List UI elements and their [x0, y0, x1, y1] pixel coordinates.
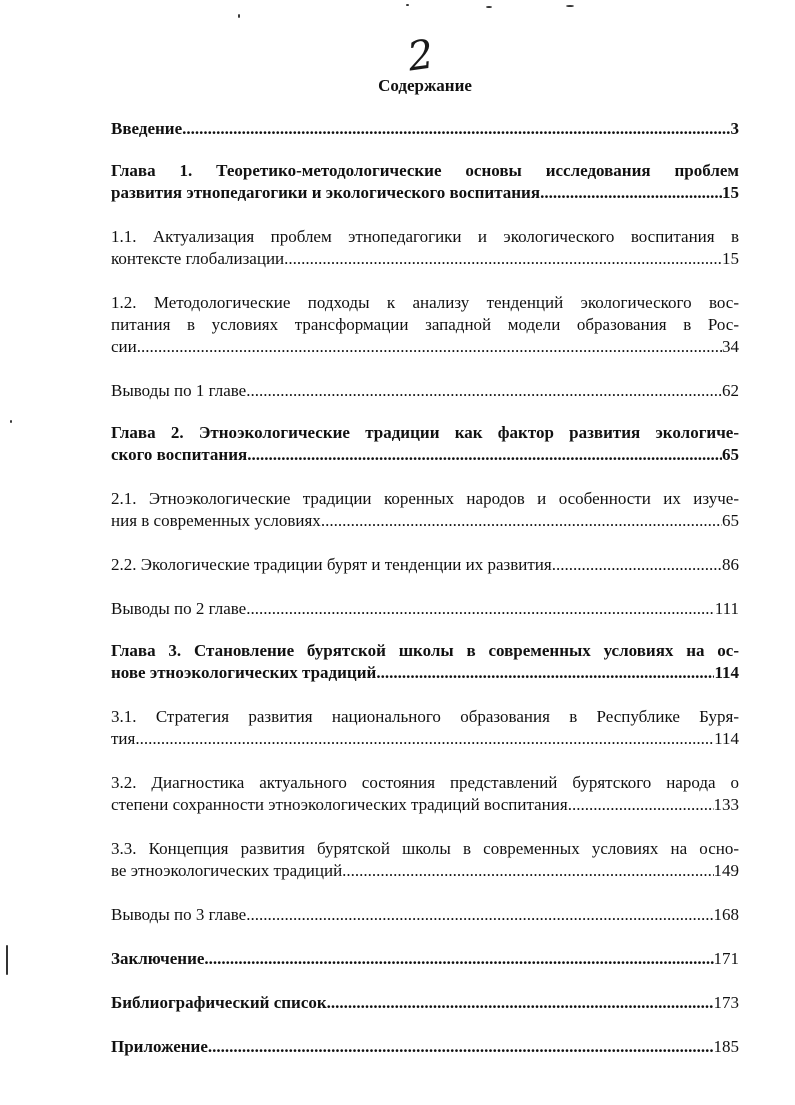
- toc-entry-line: Глава 3. Становление бурятской школы в современных условиях на ос-: [111, 641, 739, 660]
- toc-entry-line: 2.1. Этноэкологические традиции коренных народов и особенности их изуче-: [111, 489, 739, 508]
- toc-leader-dots: [204, 948, 713, 970]
- toc-entry-page: 3: [730, 119, 739, 138]
- toc-entry-section-1-2: [111, 292, 739, 358]
- toc-entry-last-line: [111, 248, 739, 270]
- toc-entry-page: 65: [722, 445, 739, 464]
- toc-entry-last-line: [111, 182, 739, 204]
- toc-leader-dots: [321, 510, 722, 532]
- toc-entry-label: нове этноэкологических традиций: [111, 663, 377, 682]
- toc-entry-page: 149: [713, 861, 739, 880]
- toc-entry-chapter-2: [111, 422, 739, 466]
- toc-entry-page: 114: [714, 729, 739, 748]
- toc-entry-page: 65: [722, 511, 739, 530]
- toc-entry-section-1-1: [111, 226, 739, 270]
- toc-entry-label: степени сохранности этноэкологических традиций воспитания: [111, 795, 568, 814]
- toc-leader-dots: [246, 904, 713, 926]
- toc-entry-line: Глава 1. Теоретико-методологические основы исследования проблем: [111, 161, 739, 180]
- toc-entry-line: 3.3. Концепция развития бурятской школы в современных условиях на осно-: [111, 839, 739, 858]
- toc-entry-page: 15: [722, 249, 739, 268]
- toc-entry-label: развития этнопедагогики и экологического воспитания: [111, 183, 541, 202]
- toc-leader-dots: [137, 336, 722, 358]
- toc-entry-label: Заключение: [111, 949, 205, 968]
- toc-entry-chapter-1: [111, 160, 739, 204]
- toc-entry-section-3-1: [111, 706, 739, 750]
- toc-entry-page: 133: [713, 795, 739, 814]
- toc-entry-label: Приложение: [111, 1037, 208, 1056]
- toc-entry-conclusions-2: [111, 598, 739, 620]
- toc-entry-label: контексте глобализации: [111, 249, 285, 268]
- toc-entry-label: 2.2. Экологические традиции бурят и тенденции их развития: [111, 555, 552, 574]
- toc-entry-label: ния в современных условиях: [111, 511, 321, 530]
- toc-leader-dots: [342, 860, 713, 882]
- toc-entry-label: тия: [111, 729, 136, 748]
- toc-entry-bibliography: [111, 992, 739, 1014]
- toc-entry-page: 86: [722, 555, 739, 574]
- toc-entry-label: сии: [111, 337, 137, 356]
- toc-leader-dots: [327, 992, 714, 1014]
- toc-entry-line: 1.1. Актуализация проблем этнопедагогики и экологического воспитания в: [111, 227, 739, 246]
- scan-speck: [10, 420, 12, 423]
- toc-leader-dots: [182, 118, 730, 140]
- toc-leader-dots: [284, 248, 722, 270]
- toc-entry-label: Введение: [111, 119, 183, 138]
- scan-speck: [566, 5, 574, 7]
- toc-leader-dots: [540, 182, 722, 204]
- toc-leader-dots: [246, 598, 715, 620]
- toc-entry-label: Выводы по 2 главе: [111, 599, 247, 618]
- toc-entry-line: Глава 2. Этноэкологические традиции как фактор развития экологиче-: [111, 423, 739, 442]
- toc-entry-page: 15: [722, 183, 739, 202]
- scan-speck: [486, 6, 492, 8]
- table-of-contents: [111, 118, 739, 1058]
- toc-entry-page: 173: [713, 993, 739, 1012]
- toc-entry-page: 111: [714, 599, 739, 618]
- page-title: Содержание: [378, 76, 472, 95]
- toc-leader-dots: [246, 380, 722, 402]
- toc-entry-last-line: [111, 794, 739, 816]
- toc-leader-dots: [552, 554, 722, 576]
- toc-entry-conclusions-1: [111, 380, 739, 402]
- handwritten-page-number: 2: [404, 31, 437, 81]
- toc-entry-conclusion: [111, 948, 739, 970]
- toc-leader-dots: [376, 662, 714, 684]
- toc-entry-label: ве этноэкологических традиций: [111, 861, 343, 880]
- toc-entry-conclusions-3: [111, 904, 739, 926]
- toc-entry-introduction: [111, 118, 739, 140]
- toc-entry-page: 185: [713, 1037, 739, 1056]
- toc-entry-last-line: [111, 510, 739, 532]
- toc-entry-label: Библиографический список: [111, 993, 327, 1012]
- toc-entry-section-3-3: [111, 838, 739, 882]
- toc-entry-line: 1.2. Методологические подходы к анализу тенденций экологического вос-: [111, 293, 739, 312]
- scan-speck: [238, 14, 240, 18]
- toc-entry-label: Выводы по 1 главе: [111, 381, 247, 400]
- toc-entry-section-2-1: [111, 488, 739, 532]
- toc-leader-dots: [208, 1036, 714, 1058]
- toc-leader-dots: [568, 794, 714, 816]
- toc-entry-label: ского воспитания: [111, 445, 248, 464]
- toc-leader-dots: [247, 444, 722, 466]
- toc-entry-line: 3.1. Стратегия развития национального образования в Республике Буря-: [111, 707, 739, 726]
- toc-entry-page: 114: [714, 663, 739, 682]
- toc-entry-appendix: [111, 1036, 739, 1058]
- scan-speck: [6, 945, 8, 975]
- toc-entry-section-3-2: [111, 772, 739, 816]
- toc-entry-page: 168: [713, 905, 739, 924]
- toc-entry-page: 62: [722, 381, 739, 400]
- toc-entry-section-2-2: [111, 554, 739, 576]
- toc-entry-chapter-3: [111, 640, 739, 684]
- toc-entry-page: 171: [713, 949, 739, 968]
- toc-entry-last-line: [111, 860, 739, 882]
- toc-entry-page: 34: [722, 337, 739, 356]
- toc-leader-dots: [135, 728, 714, 750]
- toc-entry-label: Выводы по 3 главе: [111, 905, 247, 924]
- toc-entry-line: 3.2. Диагностика актуального состояния представлений бурятского народа о: [111, 773, 739, 792]
- scan-speck: [406, 4, 409, 6]
- toc-entry-last-line: [111, 336, 739, 358]
- toc-entry-line: питания в условиях трансформации западной модели образования в Рос-: [111, 315, 739, 334]
- toc-entry-last-line: [111, 662, 739, 684]
- toc-entry-last-line: [111, 728, 739, 750]
- toc-entry-last-line: [111, 444, 739, 466]
